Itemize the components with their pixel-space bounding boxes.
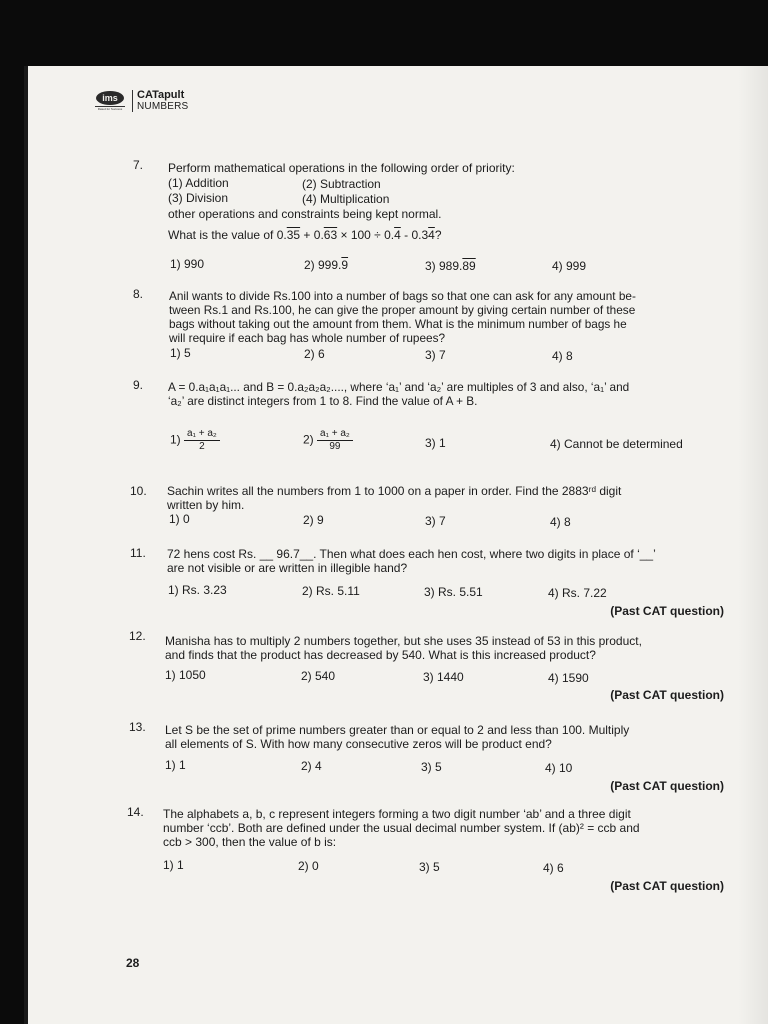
past-cat-label: (Past CAT question) bbox=[610, 604, 724, 618]
answer-option: 2) 999.9 bbox=[304, 258, 349, 272]
past-cat-label: (Past CAT question) bbox=[610, 688, 724, 702]
recurring-digits: 35 bbox=[286, 228, 301, 242]
answer-option: 4) 8 bbox=[550, 515, 571, 529]
answer-option: 3) 5 bbox=[421, 760, 442, 774]
answer-option: 4) 1590 bbox=[548, 671, 589, 685]
header-subtitle: NUMBERS bbox=[137, 101, 189, 112]
question-text bbox=[165, 634, 740, 662]
ask-part: + 0. bbox=[300, 228, 324, 242]
answer-option: 1) 1050 bbox=[165, 668, 206, 682]
question-line: all elements of S. With how many consecutive zeros will be product end? bbox=[165, 737, 552, 751]
ims-logo bbox=[94, 91, 126, 111]
answer-option: 4) Rs. 7.22 bbox=[548, 586, 607, 600]
question-line: number ‘ccb’. Both are defined under the usual decimal number system. If (ab)² = ccb and bbox=[163, 821, 640, 835]
priority-item: (1) Addition bbox=[168, 176, 229, 190]
question-line: Sachin writes all the numbers from 1 to 1000 on a paper in order. Find the 2883ʳᵈ digit bbox=[167, 484, 622, 498]
answer-option: 2) 6 bbox=[304, 347, 325, 361]
question-text bbox=[167, 547, 737, 575]
question-line: written by him. bbox=[167, 498, 245, 512]
answer-option: 3) 7 bbox=[425, 514, 446, 528]
ask-part: What is the value of 0. bbox=[168, 228, 287, 242]
answer-option: 4) 8 bbox=[552, 349, 573, 363]
question-number: 13. bbox=[129, 720, 146, 734]
question-line: ‘a₂’ are distinct integers from 1 to 8. Find the value of A + B. bbox=[168, 394, 478, 408]
answer-option: 4) 10 bbox=[545, 761, 573, 775]
question-text bbox=[168, 380, 738, 408]
question-number: 12. bbox=[129, 629, 146, 643]
recurring-digits: 89 bbox=[462, 259, 476, 273]
question-line: will require if each bag has whole number of rupees? bbox=[169, 331, 446, 345]
answer-option: 2) Rs. 5.11 bbox=[302, 584, 360, 598]
question-line: Let S be the set of prime numbers greater than or equal to 2 and less than 100. Multiply bbox=[165, 723, 630, 737]
question-text bbox=[169, 289, 734, 345]
answer-option: 1) $\frac{\text{a₁ + a₂}}{2}$ bbox=[170, 428, 220, 453]
answer-option: 3) 989.89 bbox=[425, 259, 476, 273]
question-number: 8. bbox=[133, 287, 144, 301]
answer-option: 2) 9 bbox=[303, 513, 324, 527]
question-text bbox=[167, 484, 737, 512]
recurring-digits: 9 bbox=[341, 258, 349, 272]
logo-tagline: Rated for Success bbox=[95, 106, 125, 111]
priority-item: (3) Division bbox=[168, 191, 229, 205]
fraction: $\frac{\text{a₁ + a₂}}{99}$ bbox=[317, 428, 353, 453]
priority-item: (4) Multiplication bbox=[302, 192, 390, 206]
ask-part: ? bbox=[434, 228, 442, 242]
page-number: 28 bbox=[126, 956, 140, 970]
question-line: and finds that the product has decreased by 540. What is this increased product? bbox=[165, 648, 596, 662]
page-header bbox=[94, 90, 188, 112]
question-line: Anil wants to divide Rs.100 into a number of bags so that one can ask for any amount be- bbox=[169, 289, 636, 303]
past-cat-label: (Past CAT question) bbox=[610, 779, 724, 793]
recurring-digits: 4 bbox=[394, 228, 401, 242]
answer-option: 1) 1 bbox=[165, 758, 186, 772]
ask-part: - 0.3 bbox=[400, 228, 429, 242]
priority-item: (2) Subtraction bbox=[302, 177, 381, 191]
fraction: $\frac{\text{a₁ + a₂}}{2}$ bbox=[184, 428, 220, 453]
question-line: 72 hens cost Rs. __ 96.7__. Then what does each hen cost, where two digits in place of ‘__’ bbox=[167, 547, 656, 561]
answer-option: 2) 540 bbox=[301, 669, 336, 683]
question-line: Perform mathematical operations in the following order of priority: bbox=[168, 161, 515, 175]
question-text bbox=[163, 807, 741, 849]
document-page bbox=[24, 66, 768, 1024]
question-line: are not visible or are written in illegible hand? bbox=[167, 561, 408, 575]
answer-option: 1) 0 bbox=[169, 512, 190, 526]
ask-part: × 100 ÷ 0. bbox=[337, 228, 395, 242]
question-line: ccb > 300, then the value of b is: bbox=[163, 835, 337, 849]
answer-option: 4) Cannot be determined bbox=[550, 437, 683, 451]
answer-option: 3) Rs. 5.51 bbox=[424, 585, 483, 599]
question-line: Manisha has to multiply 2 numbers together, but she uses 35 instead of 53 in this product, bbox=[165, 634, 642, 648]
answer-option: 1) Rs. 3.23 bbox=[168, 583, 227, 597]
answer-option: 2) 4 bbox=[301, 759, 322, 773]
answer-option: 1) 5 bbox=[170, 346, 191, 360]
answer-option: 1) 990 bbox=[170, 257, 205, 271]
answer-option: 3) 5 bbox=[419, 860, 440, 874]
past-cat-label: (Past CAT question) bbox=[610, 879, 724, 893]
question-line: other operations and constraints being kept normal. bbox=[168, 207, 442, 221]
question-number: 14. bbox=[127, 805, 144, 819]
question-text bbox=[168, 161, 728, 175]
question-number: 11. bbox=[130, 546, 146, 560]
answer-option: 3) 1 bbox=[425, 436, 446, 450]
answer-option: 4) 999 bbox=[552, 259, 587, 273]
header-title: CATapult bbox=[137, 89, 185, 101]
answer-option: 2) $\frac{\text{a₁ + a₂}}{99}$ bbox=[303, 428, 353, 453]
question-number: 7. bbox=[133, 158, 144, 172]
answer-option: 3) 7 bbox=[425, 348, 446, 362]
answer-option: 3) 1440 bbox=[423, 670, 464, 684]
logo-mark: ims bbox=[96, 91, 124, 105]
question-line: bags without taking out the amount from them. What is the minimum number of bags he bbox=[169, 317, 627, 331]
question-number: 9. bbox=[133, 378, 144, 392]
recurring-digits: 63 bbox=[323, 228, 338, 242]
question-line: A = 0.a₁a₁a₁... and B = 0.a₂a₂a₂...., where ‘a₁’ and ‘a₂’ are multiples of 3 and also, ‘a₁’ and bbox=[168, 380, 630, 394]
question-ask bbox=[168, 228, 442, 242]
question-line: The alphabets a, b, c represent integers forming a two digit number ‘ab’ and a three digit bbox=[163, 807, 631, 821]
question-number: 10. bbox=[130, 484, 147, 498]
answer-option: 4) 6 bbox=[543, 861, 564, 875]
answer-option: 2) 0 bbox=[298, 859, 319, 873]
recurring-digits: 4 bbox=[428, 228, 435, 242]
question-line: tween Rs.1 and Rs.100, he can give the proper amount by giving certain number of these bbox=[169, 303, 636, 317]
question-text bbox=[165, 723, 740, 751]
answer-option: 1) 1 bbox=[163, 858, 184, 872]
